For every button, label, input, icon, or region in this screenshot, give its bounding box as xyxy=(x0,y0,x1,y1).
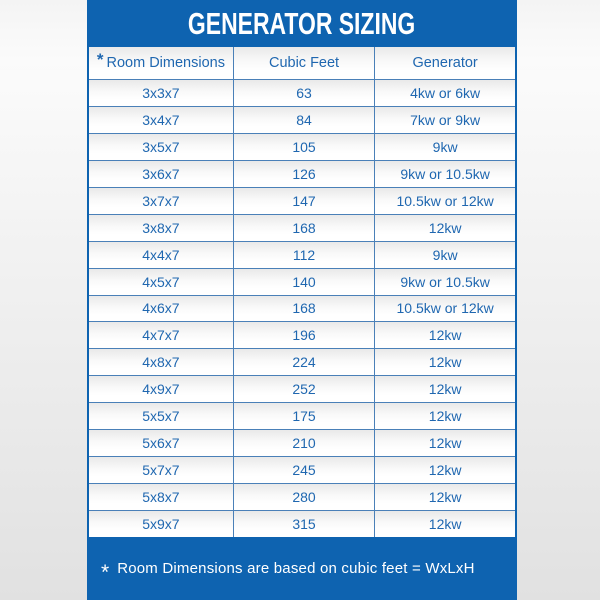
cubic-feet-cell: 168 xyxy=(234,296,375,322)
generator-sizing-panel xyxy=(87,0,517,600)
room-dimensions-cell: 5x5x7 xyxy=(89,403,234,429)
table-row xyxy=(89,214,515,241)
room-dimensions-cell: 5x9x7 xyxy=(89,511,234,537)
room-dimensions-cell: 3x8x7 xyxy=(89,215,234,241)
table-row xyxy=(89,510,515,537)
room-dimensions-cell: 4x4x7 xyxy=(89,242,234,268)
generator-cell: 4kw or 6kw xyxy=(410,84,481,101)
column-header-generator xyxy=(375,47,515,79)
table-row xyxy=(89,241,515,268)
room-dimensions-cell: 4x6x7 xyxy=(89,296,234,322)
generator-cell: 9kw xyxy=(432,246,458,263)
cubic-feet-cell: 224 xyxy=(234,349,375,375)
room-dimensions-cell: 5x6x7 xyxy=(89,430,234,456)
cubic-feet-cell: 84 xyxy=(234,107,375,133)
column-header-label: Cubic Feet xyxy=(268,54,340,71)
table-row xyxy=(89,295,515,322)
cubic-feet-cell: 210 xyxy=(234,430,375,456)
cubic-feet-cell: 245 xyxy=(234,457,375,483)
table-row xyxy=(89,402,515,429)
generator-cell: 12kw xyxy=(428,435,462,452)
cubic-feet-cell: 126 xyxy=(234,161,375,187)
cubic-feet-cell: 112 xyxy=(234,242,375,268)
table-header-row xyxy=(89,47,515,79)
table-row xyxy=(89,456,515,483)
cubic-feet-cell: 140 xyxy=(234,269,375,295)
title-band xyxy=(87,0,517,47)
column-header-label: Room Dimensions xyxy=(106,54,225,71)
cubic-feet-cell: 280 xyxy=(234,484,375,510)
generator-cell: 12kw xyxy=(428,408,462,425)
generator-cell: 9kw or 10.5kw xyxy=(400,165,490,182)
cubic-feet-cell: 105 xyxy=(234,134,375,160)
page-title: GENERATOR SIZING xyxy=(188,5,416,41)
generator-cell: 7kw or 9kw xyxy=(410,111,481,128)
cubic-feet-cell: 196 xyxy=(234,322,375,348)
room-dimensions-cell: 3x5x7 xyxy=(89,134,234,160)
cubic-feet-cell: 175 xyxy=(234,403,375,429)
generator-cell: 12kw xyxy=(428,515,462,532)
footer-note: * Room Dimensions are based on cubic feet = WxLxH xyxy=(101,560,475,584)
cubic-feet-cell: 252 xyxy=(234,376,375,402)
generator-cell: 9kw xyxy=(432,138,458,155)
cubic-feet-cell: 168 xyxy=(234,215,375,241)
table-row xyxy=(89,133,515,160)
generator-cell: 12kw xyxy=(428,462,462,479)
generator-cell: 12kw xyxy=(428,354,462,371)
table-row xyxy=(89,79,515,106)
room-dimensions-cell: 5x7x7 xyxy=(89,457,234,483)
cubic-feet-cell: 63 xyxy=(234,80,375,106)
generator-cell: 9kw or 10.5kw xyxy=(400,273,490,290)
table-row xyxy=(89,160,515,187)
room-dimensions-cell: 3x3x7 xyxy=(89,80,234,106)
table-row xyxy=(89,483,515,510)
cubic-feet-cell: 315 xyxy=(234,511,375,537)
cubic-feet-cell: 147 xyxy=(234,188,375,214)
sizing-table xyxy=(89,47,515,537)
table-row xyxy=(89,375,515,402)
generator-cell: 10.5kw or 12kw xyxy=(396,192,494,209)
header-footnote-marker: * xyxy=(96,49,104,69)
room-dimensions-cell: 4x8x7 xyxy=(89,349,234,375)
generator-cell: 10.5kw or 12kw xyxy=(396,300,494,317)
table-row xyxy=(89,187,515,214)
generator-cell: 12kw xyxy=(428,489,462,506)
table-row xyxy=(89,348,515,375)
table-row xyxy=(89,321,515,348)
table-row xyxy=(89,106,515,133)
room-dimensions-cell: 4x5x7 xyxy=(89,269,234,295)
room-dimensions-cell: 3x6x7 xyxy=(89,161,234,187)
generator-cell: 12kw xyxy=(428,381,462,398)
footer-note-text: Room Dimensions are based on cubic feet = WxLxH xyxy=(117,560,475,577)
column-header-room-dimensions xyxy=(89,47,234,79)
generator-cell: 12kw xyxy=(428,327,462,344)
column-header-label: Generator xyxy=(412,54,478,71)
room-dimensions-cell: 5x8x7 xyxy=(89,484,234,510)
table-row xyxy=(89,429,515,456)
room-dimensions-cell: 4x9x7 xyxy=(89,376,234,402)
room-dimensions-cell: 4x7x7 xyxy=(89,322,234,348)
room-dimensions-cell: 3x4x7 xyxy=(89,107,234,133)
room-dimensions-cell: 3x7x7 xyxy=(89,188,234,214)
generator-cell: 12kw xyxy=(428,219,462,236)
column-header-cubic-feet xyxy=(234,47,375,79)
table-row xyxy=(89,268,515,295)
